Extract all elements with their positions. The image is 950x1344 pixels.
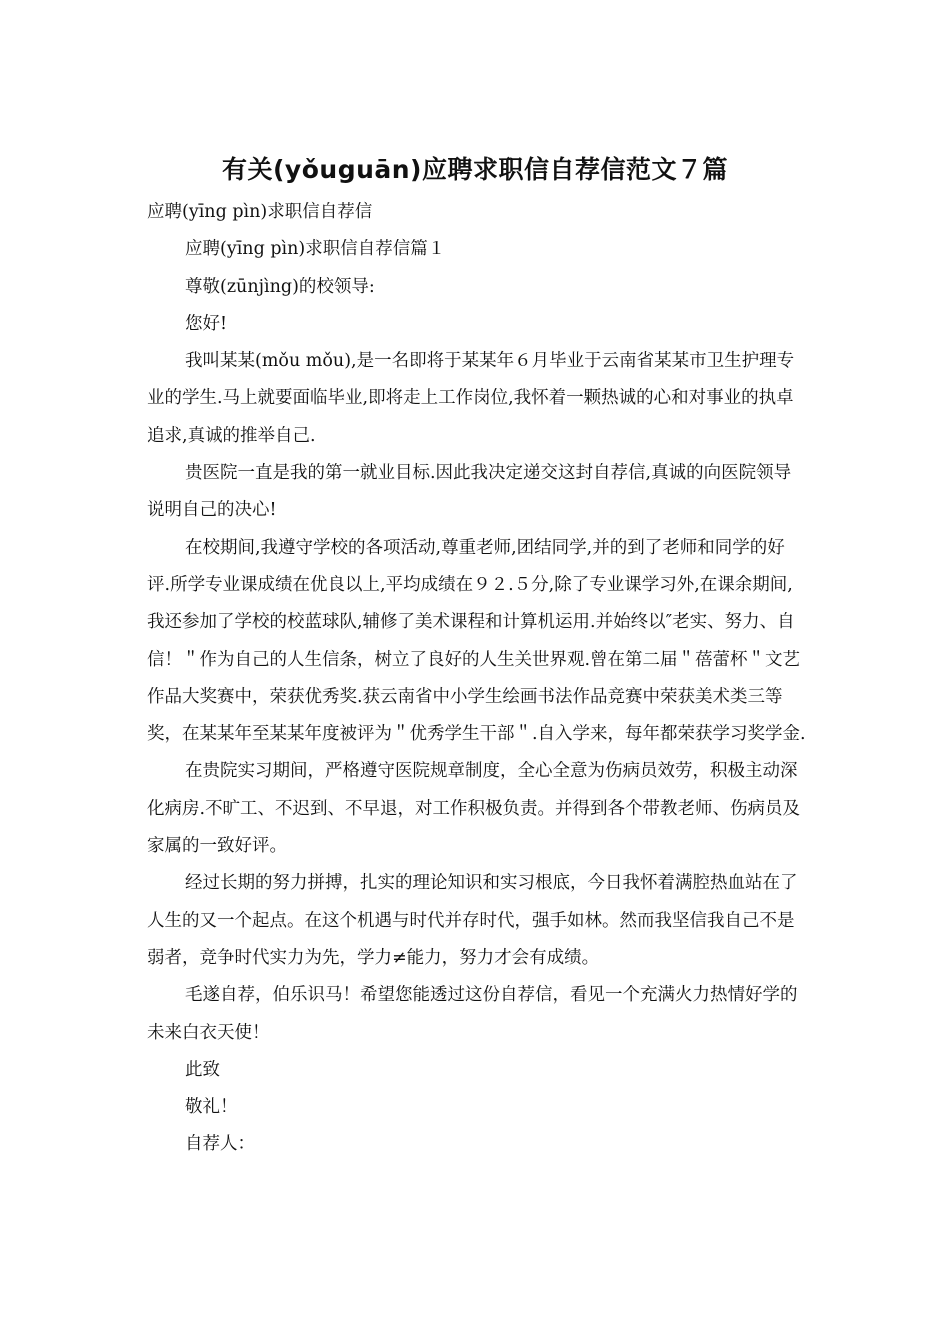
- paragraph-goal: 贵医院一直是我的第一就业目标.因此我决定递交这封自荐信,真诚的向医院领导说明自己的决心!: [147, 463, 792, 521]
- paragraph-resolve: 经过长期的努力拼搏，扎实的理论知识和实习根底，今日我怀着满腔热血站在了人生的又一个起点。在这个机遇与时代并存时代，强手如林。然而我坚信我自己不是弱者，竞争时代实力为先，学力≠能力，努力才会有成绩。: [147, 873, 798, 968]
- heading-line: 应聘(yīng pìn)求职信自荐信: [147, 202, 373, 222]
- paragraph-internship: 在贵院实习期间，严格遵守医院规章制度，全心全意为伤病员效劳，积极主动深化病房.不旷工、不迟到、不早退，对工作积极负责。并得到各个带教老师、伤病员及家属的一致好评。: [147, 761, 801, 857]
- closing-line-1: 此致: [185, 1059, 220, 1080]
- letter-subtitle: 应聘(yīng pìn)求职信自荐信篇１: [185, 239, 446, 260]
- paragraph-school-record: 在校期间,我遵守学校的各项活动,尊重老师,团结同学,并的到了老师和同学的好评.所学专业课成绩在优良以上,平均成绩在９２.５分,除了专业课学习外,在课余期间,我还参加了学校的校蓝球队,辅修了美术课程和计算机运用.并始终以″老实、努力、自信！＂作为自己的人生信条，树立了良好的人生关世界观.曾在第二届＂蓓蕾杯＂文艺作品大奖赛中，荣获优秀奖.获云南省中小学生绘画书法作品竞赛中荣获美术类三等奖，在某某年至某某年度被评为＂优秀学生干部＂.自入学来，每年都荣获学习奖学金.: [147, 537, 806, 745]
- greeting: 您好!: [185, 313, 228, 334]
- paragraph-closing-wish: 毛遂自荐，伯乐识马！希望您能透过这份自荐信，看见一个充满火力热情好学的未来白衣天使！: [147, 985, 798, 1043]
- signature-line: 自荐人：: [185, 1134, 255, 1155]
- document-body: [147, 194, 807, 1164]
- salutation: 尊敬(zūnjìng)的校领导:: [185, 276, 375, 297]
- paragraph-introduction: 我叫某某(mǒu mǒu),是一名即将于某某年６月毕业于云南省某某市卫生护理专业的学生.马上就要面临毕业,即将走上工作岗位,我怀着一颗热诚的心和对事业的执卓追求,真诚的推举自己.: [147, 351, 795, 446]
- closing-line-2: 敬礼！: [185, 1097, 238, 1118]
- document-title: 有关(yǒuguān)应聘求职信自荐信范文７篇: [222, 155, 728, 184]
